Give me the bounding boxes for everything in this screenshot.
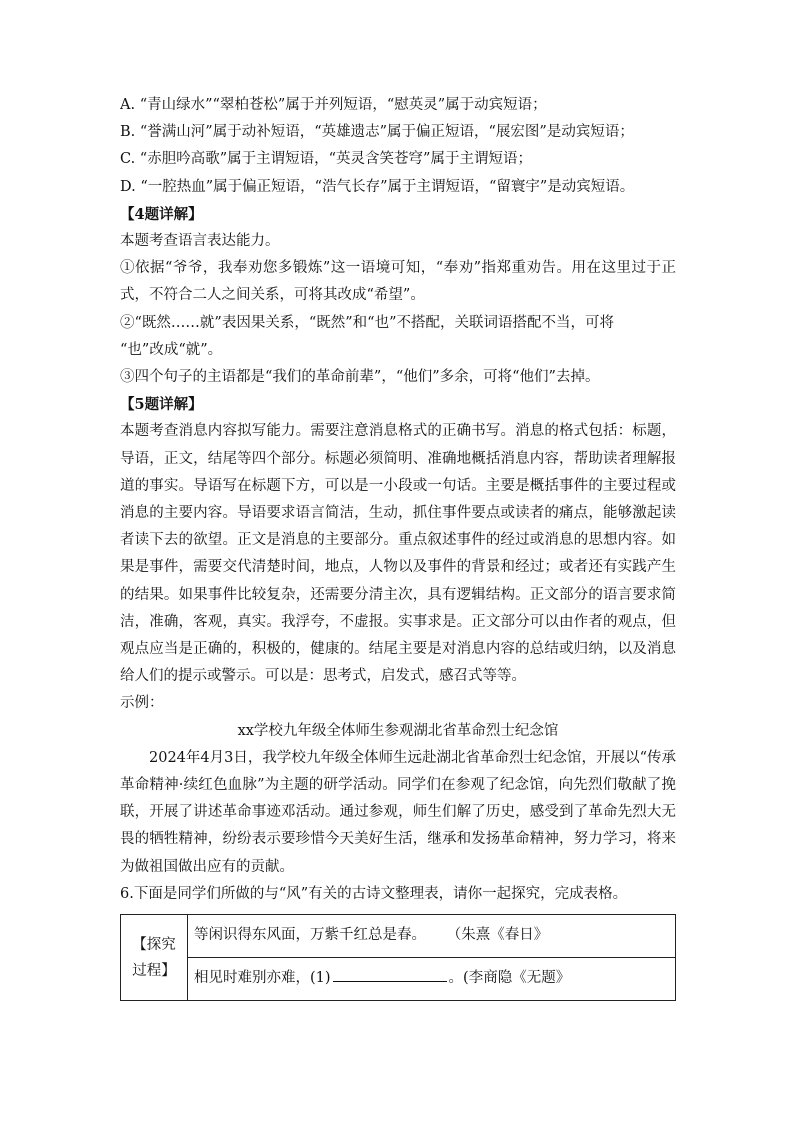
news-body: 2024年4月3日，我学校九年级全体师生远赴湖北省革命烈士纪念馆，开展以“传承革命精神·续红色血脉”为主题的研学活动。同学们在参观了纪念馆，向先烈们敬献了挽联，开展了讲述革命事迹邓活动。通过参观，师生们解了历史，感受到了革命先烈大无畏的牺牲精神，纷纷表示要珍惜今天美好生活，继承和发扬革命精神，努力学习，将来为做祖国做出应有的贡献。 [120, 749, 676, 875]
explore-process-label [121, 915, 188, 1001]
news-title: xx学校九年级全体师生参观湖北省革命烈士纪念馆 [237, 722, 559, 739]
q4-heading: 【4题详解】 [120, 205, 203, 223]
label-line-1: 【探究 [132, 936, 176, 953]
table-row [121, 958, 676, 1001]
document-content [120, 92, 676, 1001]
answer-blank-1[interactable] [333, 967, 447, 982]
q5-heading: 【5题详解】 [120, 396, 203, 414]
q4-point-2-line-2: “也”改成“就”。 [120, 341, 223, 358]
poem-2-text: 相见时难别亦难，(1) [194, 970, 331, 987]
poem-1-text: 等闲识得东风面，万紫千红总是春。 [194, 927, 426, 944]
q4-intro: 本题考查语言表达能力。 [120, 233, 280, 250]
poem-row-2 [188, 958, 676, 1001]
example-label: 示例： [120, 695, 164, 712]
q4-point-2-line-1: ②“既然……就”表因果关系，“既然”和“也”不搭配，关联词语搭配不当，可将 [120, 314, 614, 331]
poem-row-1 [188, 915, 676, 958]
option-a: A. “青山绿水”“翠柏苍松”属于并列短语，“慰英灵”属于动宾短语； [120, 97, 547, 113]
q5-body: 本题考查消息内容拟写能力。需要注意消息格式的正确书写。消息的格式包括：标题，导语，正文，结尾等四个部分。标题必须简明、准确地概括消息内容，帮助读者理解报道的事实。导语写在标题下方，可以是一小段或一句话。主要是概括事件的主要过程或消息的主要内容。导语要求语言简洁，生动，抓住事件要点或读者的痛点，能够激起读者读下去的欲望。正文是消息的主要部分。重点叙述事件的经过或消息的思想内容。如果是事件，需要交代清楚时间，地点，人物以及事件的背景和经过；或者还有实践产生的结果。如果事件比较复杂，还需要分清主次，具有逻辑结构。正文部分的语言要求简洁，准确，客观，真实。我浮夸，不虚报。实事求是。正文部分可以由作者的观点，但观点应当是正确的，积极的，健康的。结尾主要是对消息内容的总结或归纳，以及消息给人们的提示或警示。可以是：思考式，启发式，感召式等等。 [120, 423, 676, 685]
table-row [121, 915, 676, 958]
poem-2-source: 。(李商隐《无题》 [448, 970, 571, 987]
poem-1-source: （朱熹《春日》 [454, 927, 549, 944]
label-line-2: 过程】 [132, 962, 176, 979]
poem-table [120, 914, 676, 1001]
option-c: C. “赤胆吟高歌”属于主谓短语，“英灵含笑苍穹”属于主谓短语； [120, 151, 532, 168]
q4-point-1: ①依据“爷爷，我奉劝您多锻炼”这一语境可知，“奉劝”指郑重劝告。用在这里过于正式，不符合二人之间关系，可将其改成“希望”。 [120, 260, 676, 304]
q6-prompt: 6.下面是同学们所做的与“风”有关的古诗文整理表，请你一起探究，完成表格。 [120, 885, 628, 902]
q4-point-3: ③四个句子的主语都是“我们的革命前辈”，“他们”多余，可将“他们”去掉。 [120, 369, 600, 386]
option-d: D. “一腔热血”属于偏正短语，“浩气长存”属于主谓短语，“留寰宇”是动宾短语。 [120, 178, 635, 195]
option-b: B. “誉满山河”属于动补短语，“英雄遗志”属于偏正短语，“展宏图”是动宾短语； [120, 124, 634, 141]
